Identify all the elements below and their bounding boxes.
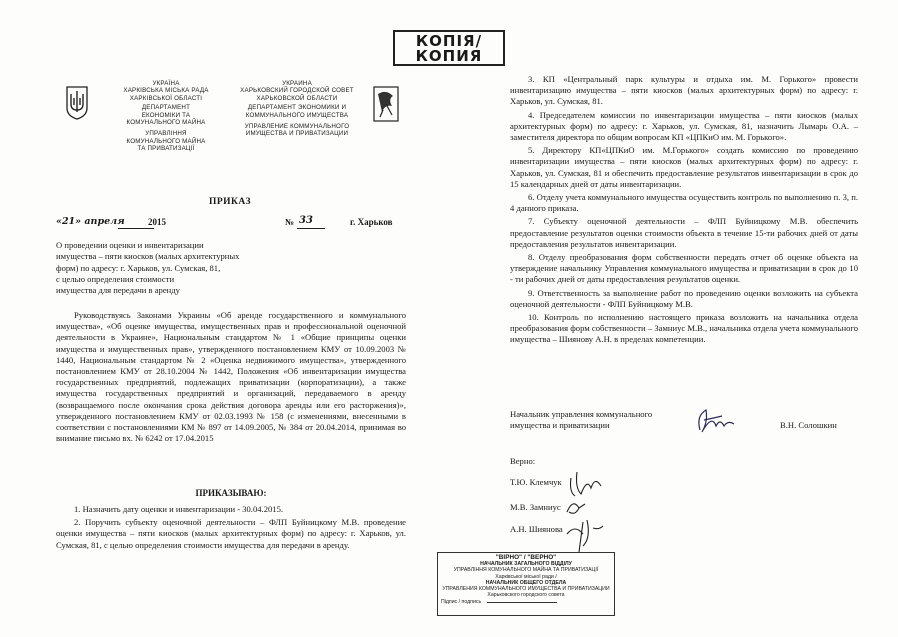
subject-line: имущества для передачи в аренду	[56, 285, 180, 296]
handwritten-number: 33	[299, 215, 313, 226]
header-right-line: УПРАВЛЕНИЕ КОММУНАЛЬНОГО	[244, 123, 350, 131]
order-item: 3. КП «Центральный парк культуры и отдыха им. М. Горького» провести инвентаризацию имущества – пяти киосков (малых архитектурных форм) по адресу: г. Харьков, ул. Сумская, 81.	[510, 74, 858, 107]
approval-name: Т.Ю. Клемчук	[510, 477, 562, 487]
header-left-line: ТА ПРИВАТИЗАЦІЇ	[137, 145, 195, 153]
stamp-line: УПРАВЛЕНИЯ КОММУНАЛЬНОГО ИМУЩЕСТВА И ПРИВАТИЗАЦИИ	[442, 586, 610, 593]
header-left-line: ЕКОНОМІКИ ТА	[141, 111, 191, 119]
header-left-line: ДЕПАРТАМЕНТ	[141, 104, 191, 112]
header-right-line: ИМУЩЕСТВА И ПРИВАТИЗАЦИИ	[245, 130, 349, 138]
approval-name: М.В. Замниус	[510, 502, 561, 512]
header-right-line: ХАРЬКОВСКОЙ ОБЛАСТИ	[256, 94, 338, 102]
stamp-sign-line	[487, 602, 557, 603]
signature-title	[510, 409, 710, 431]
stamp-line: Харківської міської ради /	[495, 573, 557, 580]
director-signature-icon	[694, 404, 738, 438]
orders-title: ПРИКАЗЫВАЮ:	[195, 488, 267, 498]
copy-stamp-line1: КОПІЯ/	[415, 32, 483, 50]
signature-name: В.Н. Солошкин	[780, 420, 837, 430]
stamp-line: НАЧАЛЬНИК ЗАГАЛЬНОГО ВІДДІЛУ	[480, 561, 572, 568]
number-underline	[297, 228, 325, 229]
date-underline	[118, 228, 154, 229]
stamp-line: УПРАВЛІННЯ КОМУНАЛЬНОГО МАЙНА ТА ПРИВАТИЗАЦІЇ	[453, 567, 599, 574]
header-left-line: УКРАЇНА	[152, 80, 180, 87]
approvals-label: Верно:	[510, 456, 536, 466]
stamp-line: НАЧАЛЬНИК ОБЩЕГО ОТДЕЛА	[485, 579, 567, 586]
subject-line: имущества – пяти киосков (малых архитектурных	[56, 251, 240, 262]
header-right-line: ДЕПАРТАМЕНТ ЭКОНОМИКИ И	[247, 104, 347, 112]
stamp-sign-row	[441, 599, 611, 605]
order-city: г. Харьков	[350, 217, 393, 227]
order-item: 10. Контроль по исполнению настоящего приказа возложить на начальника отдела преобразования форм собственности – Замниус М.В., начальника отдела учета коммунального имущества – Шиянову А.Н. в пределах компетенции.	[510, 312, 858, 345]
order-item: 7. Субъекту оценочной деятельности – ФЛП Буйницкому М.В. обеспечить предоставление результатов оценки стоимости объекта в течение 15-ти рабочих дней от даты предоставления результатов инвентаризации.	[510, 216, 858, 249]
header-left-line: КОМУНАЛЬНОГО МАЙНА	[126, 119, 206, 127]
header-left-line: УПРАВЛІННЯ	[145, 130, 187, 138]
header-left-line: КОМУНАЛЬНОГО МАЙНА	[126, 137, 206, 145]
approval-name: А.Н. Шиянова	[510, 524, 563, 534]
copy-stamp	[393, 30, 505, 66]
header-right-line: УКРАИНА	[282, 80, 312, 87]
verified-stamp	[437, 552, 615, 616]
order-item: 4. Председателем комиссии по инвентаризации имущества – пяти киосков (малых архитектурных форм) по адресу: г. Харьков, ул. Сумская, 81, назначить Лымарь О.А. – заместителя директора по общим вопросам КП «ЦПКиО им. М. Горького».	[510, 109, 858, 143]
preamble-paragraph: Руководствуясь Законами Украины «Об аренде государственного и коммунального имущества», «Об оценке имущества, имущественных прав и профессиональной оценочной деятельности в Украине», Национальным стандартом № 1 «Общие принципы оценки имущества и имущественных прав», утвержденного постановлением КМУ от 10.09.2003 № 1440, Национальным стандартом № 2 «Оценка недвижимого имущества», утвержденного постановлением КМУ от 28.10.2004 № 1442, Положения «Об инвентаризации имущества государственных предприятий, подлежащих приватизации (корпоратизации), а также имущества государственных предприятий и организаций, передаваемого в аренду (возвращаемого после окончания срока действия договора аренды или его расторжения)», утвержденного постановлением КМУ от 02.03.1993 № 158 (с изменениями, внесенными в соответствии с постановлениями КМ № 897 от 14.09.2005, № 384 от 20.04.2014, принимая во внимание письмо вх. № 6242 от 17.04.2015	[56, 310, 406, 444]
subject-line: с целью определения стоимости	[56, 273, 175, 284]
copy-stamp-line2: КОПИЯ	[415, 47, 483, 65]
left-items	[56, 504, 406, 553]
city-emblem-icon	[373, 86, 399, 126]
order-item: 5. Директору КП«ЦПКиО им. М.Горького» создать комиссию по проведению инвентаризации имущества – пяти киосков (малых архитектурных форм) по адресу: г. Харьков, ул. Сумская, 81 и обеспечить предоставление результатов инвентаризации в срок до 15 календарных дней от даты инвентаризации.	[510, 145, 858, 189]
header-right-line: КОММУНАЛЬНОГО ИМУЩЕСТВА	[245, 111, 349, 119]
handwritten-date: «21» апреля	[56, 216, 125, 227]
order-item: 6. Отделу учета коммунального имущества осуществить контроль по выполнению п. 3, п. 4 данного приказа.	[510, 192, 858, 214]
order-subject	[56, 240, 316, 296]
order-year: 2015	[148, 217, 166, 227]
order-title: ПРИКАЗ	[208, 197, 252, 207]
order-item: 8. Отделу преобразования форм собственности передать отчет об оценке объекта на утверждение начальнику Управления коммунального имущества и приватизации в срок до 10 - ти рабочих дней от даты предоставления результатов оценки.	[510, 252, 858, 285]
header-left-line: ХАРКІВСЬКОЇ ОБЛАСТІ	[129, 94, 203, 102]
right-items	[510, 74, 858, 348]
header-right	[226, 80, 368, 138]
signature-title-line: имущества и приватизации	[510, 420, 610, 430]
order-number-prefix: №	[285, 217, 295, 227]
order-item: 2. Поручить субъекту оценочной деятельности – ФЛП Буйницкому М.В. проведение оценки имущества – пяти киосков (малых архитектурных форм) по адресу: г. Харьков, ул. Сумская, 81, с целью определения стоимости имущества для передачи в аренду.	[56, 517, 406, 550]
signature-title-line: Начальник управления коммунального	[510, 409, 653, 419]
order-item: 9. Ответственность за выполнение работ по проведению оценки возложить на субъекта оценочной деятельности - ФЛП Буйницкому М.В.	[510, 287, 858, 309]
order-date-line	[56, 217, 400, 231]
subject-line: форм) по адресу: г. Харьков, ул. Сумская, 81,	[56, 262, 221, 273]
stamp-sign-label: Підпис / подпись	[441, 599, 482, 606]
header-right-line: ХАРЬКОВСКИЙ ГОРОДСКОЙ СОВЕТ	[240, 87, 354, 95]
approval-signatures-icon	[565, 468, 613, 560]
order-item: 1. Назначить дату оценки и инвентаризации - 30.04.2015.	[74, 504, 284, 514]
trident-emblem-icon	[66, 86, 88, 120]
stamp-line: "ВІРНО" / "ВЕРНО"	[495, 554, 557, 561]
header-left	[96, 80, 236, 153]
subject-line: О проведении оценки и инвентаризации	[56, 240, 204, 250]
stamp-line: Харьковского городского совета	[487, 592, 565, 599]
header-left-line: ХАРКІВСЬКА МІСЬКА РАДА	[123, 87, 209, 95]
